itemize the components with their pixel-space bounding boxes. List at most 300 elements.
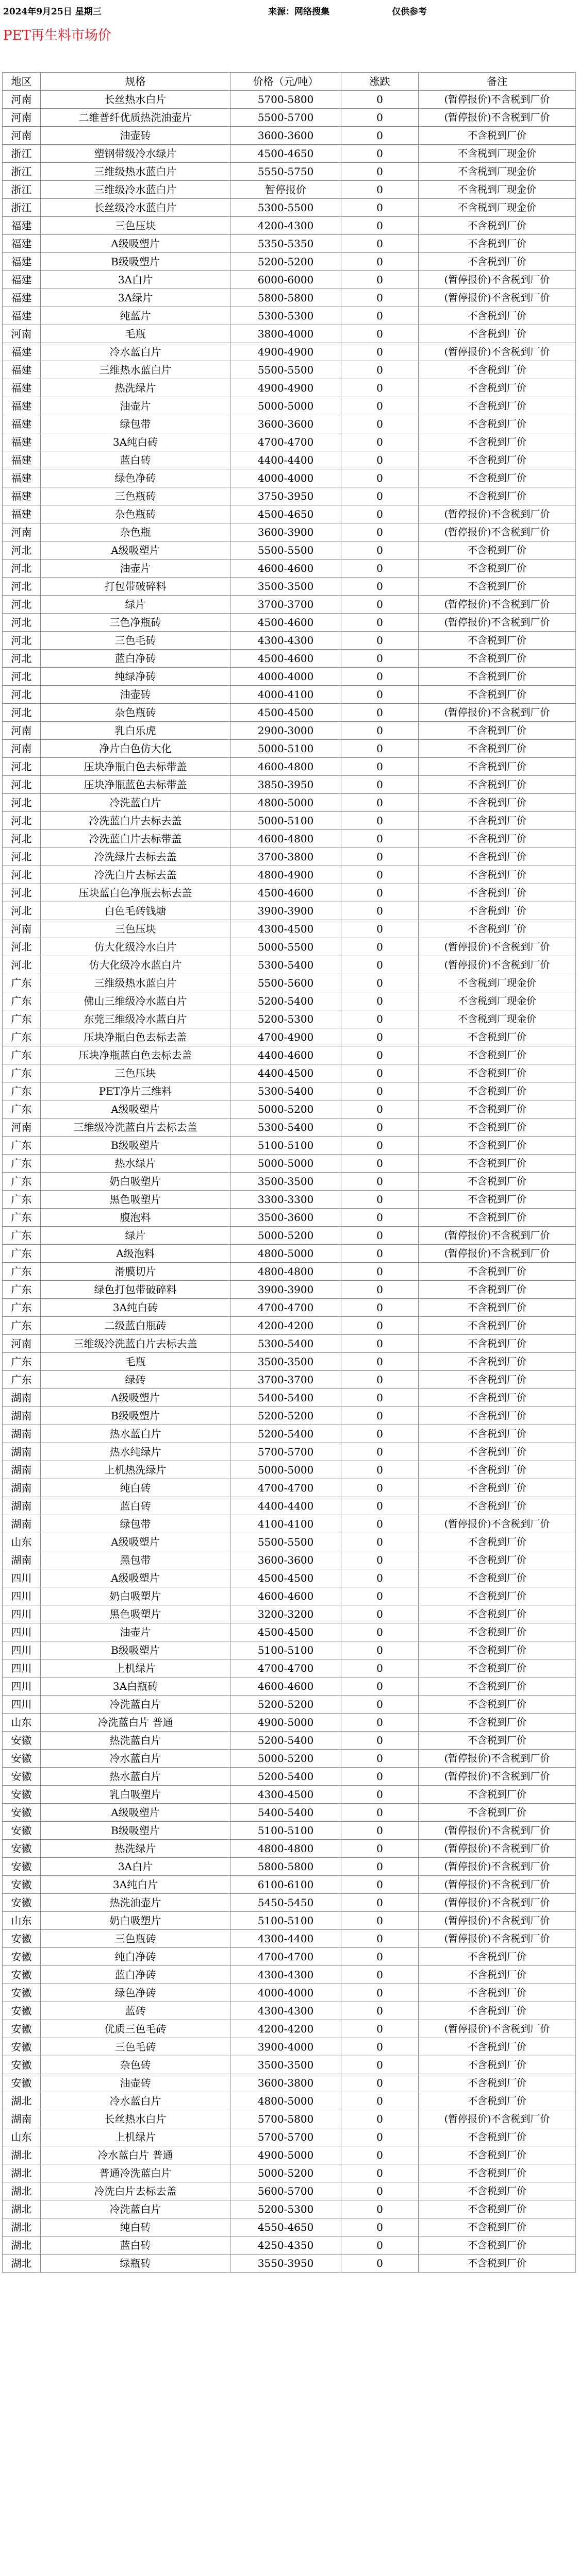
cell-spec: 打包带破碎料 [41, 578, 230, 596]
cell-change: 0 [341, 632, 419, 650]
cell-price: 3600-3900 [230, 523, 341, 541]
cell-region: 福建 [3, 289, 41, 307]
cell-note: 不含税到厂价 [419, 2236, 576, 2255]
page-title: PET再生料市场价 [3, 28, 111, 43]
cell-spec: B级吸塑片 [41, 1407, 230, 1425]
cell-change: 0 [341, 1533, 419, 1551]
cell-note: 不含税到厂价 [419, 1353, 576, 1371]
cell-price: 5300-5400 [230, 956, 341, 974]
cell-region: 四川 [3, 1605, 41, 1623]
cell-region: 福建 [3, 451, 41, 469]
cell-spec: A级吸塑片 [41, 1804, 230, 1822]
cell-region: 湖南 [3, 1497, 41, 1515]
cell-note: 不含税到厂价 [419, 2074, 576, 2092]
cell-region: 湖南 [3, 1515, 41, 1533]
cell-price: 5200-5400 [230, 992, 341, 1010]
cell-region: 安徽 [3, 1732, 41, 1750]
cell-note: (暂停报价)不含税到厂价 [419, 1515, 576, 1533]
cell-spec: 杂色砖 [41, 2056, 230, 2074]
cell-price: 5000-5100 [230, 740, 341, 758]
cell-region: 安徽 [3, 2020, 41, 2038]
cell-spec: 压块净瓶白色去标带盖 [41, 758, 230, 776]
cell-change: 0 [341, 397, 419, 415]
header-date: 2024年9月25日 星期三 [3, 7, 102, 17]
table-row [3, 343, 576, 361]
table-row [3, 127, 576, 145]
cell-spec: 黑色吸塑片 [41, 1605, 230, 1623]
cell-spec: 纯白净砖 [41, 1948, 230, 1966]
cell-region: 广东 [3, 1137, 41, 1155]
cell-region: 福建 [3, 433, 41, 451]
cell-region: 河南 [3, 740, 41, 758]
table-row [3, 956, 576, 974]
cell-change: 0 [341, 866, 419, 884]
cell-region: 广东 [3, 1010, 41, 1028]
cell-spec: 冷洗蓝白片 普通 [41, 1714, 230, 1732]
cell-price: 4600-4600 [230, 560, 341, 578]
cell-spec: 普通冷洗蓝白片 [41, 2164, 230, 2182]
cell-spec: A级吸塑片 [41, 235, 230, 253]
cell-spec: 热洗油壶片 [41, 1894, 230, 1912]
cell-note: 不含税到厂价 [419, 632, 576, 650]
table-row [3, 1605, 576, 1623]
cell-change: 0 [341, 2255, 419, 2273]
cell-spec: 仿大化级冷水白片 [41, 938, 230, 956]
cell-spec: 乳白吸塑片 [41, 1786, 230, 1804]
table-row [3, 253, 576, 271]
table-row [3, 91, 576, 109]
cell-change: 0 [341, 1569, 419, 1587]
cell-price: 3700-3700 [230, 596, 341, 614]
cell-region: 浙江 [3, 181, 41, 199]
cell-region: 四川 [3, 1659, 41, 1677]
cell-region: 湖北 [3, 2146, 41, 2164]
cell-spec: 长丝热水白片 [41, 2110, 230, 2128]
cell-change: 0 [341, 2002, 419, 2020]
cell-note: 不含税到厂价 [419, 1587, 576, 1605]
cell-change: 0 [341, 1479, 419, 1497]
cell-price: 3900-3900 [230, 902, 341, 920]
cell-region: 湖北 [3, 2236, 41, 2255]
cell-price: 2900-3000 [230, 722, 341, 740]
table-row [3, 1371, 576, 1389]
cell-price: 5100-5100 [230, 1137, 341, 1155]
cell-change: 0 [341, 1804, 419, 1822]
cell-note: 不含税到厂价 [419, 884, 576, 902]
cell-note: (暂停报价)不含税到厂价 [419, 523, 576, 541]
cell-region: 福建 [3, 487, 41, 505]
cell-note: 不含税到厂价 [419, 668, 576, 686]
cell-price: 5000-5200 [230, 2164, 341, 2182]
cell-spec: 杂色瓶砖 [41, 704, 230, 722]
cell-change: 0 [341, 253, 419, 271]
cell-price: 5800-5800 [230, 289, 341, 307]
cell-change: 0 [341, 2236, 419, 2255]
cell-spec: 二级蓝白瓶砖 [41, 1317, 230, 1335]
cell-note: 不含税到厂价 [419, 2255, 576, 2273]
cell-region: 湖南 [3, 1425, 41, 1443]
cell-spec: 冷洗蓝白片 [41, 794, 230, 812]
table-row [3, 1118, 576, 1137]
cell-region: 广东 [3, 1227, 41, 1245]
cell-change: 0 [341, 956, 419, 974]
cell-region: 湖北 [3, 2092, 41, 2110]
cell-change: 0 [341, 1227, 419, 1245]
cell-region: 河北 [3, 686, 41, 704]
cell-price: 3900-4000 [230, 2038, 341, 2056]
cell-price: 4700-4900 [230, 1028, 341, 1046]
table-row [3, 2200, 576, 2218]
cell-note: 不含税到厂现金价 [419, 163, 576, 181]
cell-spec: 绿色净砖 [41, 469, 230, 487]
cell-spec: 冷洗蓝白片 [41, 2200, 230, 2218]
cell-spec: 二维普纤优质热洗油壶片 [41, 109, 230, 127]
cell-spec: 热洗蓝白片 [41, 1732, 230, 1750]
cell-change: 0 [341, 2128, 419, 2146]
cell-change: 0 [341, 1605, 419, 1623]
cell-price: 3900-3900 [230, 1281, 341, 1299]
cell-note: 不含税到厂价 [419, 1389, 576, 1407]
table-row [3, 722, 576, 740]
table-row [3, 776, 576, 794]
cell-change: 0 [341, 1551, 419, 1569]
cell-price: 4800-5000 [230, 1245, 341, 1263]
cell-change: 0 [341, 289, 419, 307]
cell-price: 5300-5500 [230, 199, 341, 217]
cell-note: (暂停报价)不含税到厂价 [419, 1876, 576, 1894]
cell-change: 0 [341, 1677, 419, 1696]
cell-price: 5200-5200 [230, 1407, 341, 1425]
table-row [3, 2255, 576, 2273]
cell-region: 河南 [3, 1118, 41, 1137]
cell-region: 河南 [3, 1335, 41, 1353]
cell-note: 不含税到厂价 [419, 1137, 576, 1155]
cell-price: 4700-4700 [230, 1299, 341, 1317]
cell-change: 0 [341, 1425, 419, 1443]
table-row [3, 1948, 576, 1966]
table-row [3, 884, 576, 902]
cell-note: 不含税到厂价 [419, 1028, 576, 1046]
cell-spec: 三色瓶砖 [41, 1930, 230, 1948]
cell-note: 不含税到厂价 [419, 1100, 576, 1118]
table-row [3, 740, 576, 758]
cell-change: 0 [341, 145, 419, 163]
cell-spec: 热水纯绿片 [41, 1443, 230, 1461]
cell-change: 0 [341, 1623, 419, 1641]
cell-spec: 三色压块 [41, 1064, 230, 1082]
cell-change: 0 [341, 1389, 419, 1407]
cell-change: 0 [341, 938, 419, 956]
cell-region: 河北 [3, 758, 41, 776]
table-row [3, 1010, 576, 1028]
cell-price: 4800-4800 [230, 1263, 341, 1281]
table-row [3, 1064, 576, 1082]
cell-change: 0 [341, 1317, 419, 1335]
cell-price: 4400-4600 [230, 1046, 341, 1064]
cell-note: 不含税到厂价 [419, 1118, 576, 1137]
cell-region: 四川 [3, 1641, 41, 1659]
cell-price: 5700-5800 [230, 91, 341, 109]
cell-spec: 三色净瓶砖 [41, 614, 230, 632]
table-row [3, 1876, 576, 1894]
table-row [3, 1443, 576, 1461]
cell-region: 湖南 [3, 1389, 41, 1407]
cell-note: 不含税到厂价 [419, 1948, 576, 1966]
cell-change: 0 [341, 704, 419, 722]
table-row [3, 2110, 576, 2128]
cell-region: 安徽 [3, 1822, 41, 1840]
cell-change: 0 [341, 992, 419, 1010]
table-header-row [3, 73, 576, 91]
cell-note: (暂停报价)不含税到厂价 [419, 1858, 576, 1876]
cell-price: 5300-5400 [230, 1082, 341, 1100]
cell-note: 不含税到厂现金价 [419, 199, 576, 217]
cell-note: 不含税到厂价 [419, 1425, 576, 1443]
cell-change: 0 [341, 740, 419, 758]
cell-price: 5800-5800 [230, 1858, 341, 1876]
cell-region: 浙江 [3, 199, 41, 217]
cell-price: 3700-3700 [230, 1371, 341, 1389]
table-row [3, 596, 576, 614]
table-row [3, 1299, 576, 1317]
page-header [0, 0, 578, 21]
cell-change: 0 [341, 1750, 419, 1768]
cell-region: 湖北 [3, 2182, 41, 2200]
cell-change: 0 [341, 722, 419, 740]
cell-region: 广东 [3, 1245, 41, 1263]
cell-price: 6000-6000 [230, 271, 341, 289]
cell-note: 不含税到厂价 [419, 2182, 576, 2200]
cell-spec: 三色毛砖 [41, 632, 230, 650]
cell-spec: 三维级冷洗蓝白片去标去盖 [41, 1335, 230, 1353]
cell-price: 3600-3600 [230, 415, 341, 433]
cell-region: 广东 [3, 1299, 41, 1317]
cell-note: 不含税到厂价 [419, 1966, 576, 1984]
cell-note: 不含税到厂价 [419, 1659, 576, 1677]
table-row [3, 1353, 576, 1371]
cell-note: 不含税到厂价 [419, 848, 576, 866]
cell-note: 不含税到厂价 [419, 253, 576, 271]
cell-note: (暂停报价)不含税到厂价 [419, 614, 576, 632]
table-row [3, 902, 576, 920]
cell-note: 不含税到厂现金价 [419, 181, 576, 199]
table-row [3, 1732, 576, 1750]
cell-change: 0 [341, 163, 419, 181]
table-row [3, 163, 576, 181]
column-header-region: 地区 [3, 73, 41, 91]
cell-region: 安徽 [3, 1786, 41, 1804]
cell-price: 4400-4400 [230, 451, 341, 469]
cell-region: 安徽 [3, 1750, 41, 1768]
cell-price: 5000-5100 [230, 812, 341, 830]
cell-change: 0 [341, 2146, 419, 2164]
cell-spec: 压块净瓶蓝色去标带盖 [41, 776, 230, 794]
cell-spec: 绿片 [41, 596, 230, 614]
table-row [3, 217, 576, 235]
table-row [3, 650, 576, 668]
cell-note: 不含税到厂价 [419, 1317, 576, 1335]
cell-spec: 冷洗蓝白片 [41, 1696, 230, 1714]
cell-change: 0 [341, 1966, 419, 1984]
cell-region: 河南 [3, 109, 41, 127]
cell-note: 不含税到厂价 [419, 307, 576, 325]
cell-spec: 纯蓝片 [41, 307, 230, 325]
table-row [3, 307, 576, 325]
cell-note: 不含税到厂价 [419, 794, 576, 812]
table-row [3, 1515, 576, 1533]
cell-change: 0 [341, 1822, 419, 1840]
cell-region: 福建 [3, 469, 41, 487]
cell-spec: 净片白色仿大化 [41, 740, 230, 758]
cell-note: 不含税到厂价 [419, 740, 576, 758]
cell-change: 0 [341, 127, 419, 145]
cell-spec: 奶白吸塑片 [41, 1173, 230, 1191]
cell-price: 4800-4900 [230, 866, 341, 884]
cell-spec: 杂色瓶 [41, 523, 230, 541]
cell-price: 5300-5400 [230, 1118, 341, 1137]
cell-note: 不含税到厂价 [419, 1299, 576, 1317]
cell-spec: 长丝热水白片 [41, 91, 230, 109]
cell-spec: 奶白吸塑片 [41, 1912, 230, 1930]
cell-price: 5400-5400 [230, 1389, 341, 1407]
cell-change: 0 [341, 1010, 419, 1028]
table-row [3, 1840, 576, 1858]
cell-price: 4600-4800 [230, 830, 341, 848]
cell-price: 4500-4650 [230, 505, 341, 523]
cell-price: 5100-5100 [230, 1822, 341, 1840]
cell-note: 不含税到厂价 [419, 2038, 576, 2056]
cell-note: (暂停报价)不含税到厂价 [419, 1840, 576, 1858]
table-row [3, 1028, 576, 1046]
cell-note: 不含税到厂价 [419, 2056, 576, 2074]
table-row [3, 920, 576, 938]
cell-region: 湖南 [3, 2110, 41, 2128]
cell-price: 5500-5600 [230, 974, 341, 992]
cell-price: 4000-4100 [230, 686, 341, 704]
cell-note: 不含税到厂价 [419, 487, 576, 505]
cell-note: 不含税到厂价 [419, 1191, 576, 1209]
cell-region: 广东 [3, 1100, 41, 1118]
cell-spec: 绿瓶砖 [41, 2255, 230, 2273]
table-row [3, 1533, 576, 1551]
cell-price: 3200-3200 [230, 1605, 341, 1623]
cell-change: 0 [341, 596, 419, 614]
cell-price: 5300-5400 [230, 1335, 341, 1353]
cell-change: 0 [341, 1696, 419, 1714]
table-row [3, 686, 576, 704]
cell-note: 不含税到厂价 [419, 2200, 576, 2218]
cell-spec: A级吸塑片 [41, 1533, 230, 1551]
cell-price: 4500-4500 [230, 1623, 341, 1641]
table-row [3, 289, 576, 307]
cell-spec: 毛瓶 [41, 325, 230, 343]
cell-spec: 优质三色毛砖 [41, 2020, 230, 2038]
cell-note: 不含税到厂价 [419, 2092, 576, 2110]
cell-region: 安徽 [3, 2002, 41, 2020]
table-row [3, 325, 576, 343]
table-row [3, 758, 576, 776]
cell-price: 4900-4900 [230, 343, 341, 361]
cell-spec: 3A纯白砖 [41, 1299, 230, 1317]
cell-region: 广东 [3, 1155, 41, 1173]
cell-region: 福建 [3, 217, 41, 235]
cell-price: 4250-4350 [230, 2236, 341, 2255]
cell-spec: 热洗绿片 [41, 1840, 230, 1858]
cell-region: 安徽 [3, 1984, 41, 2002]
table-row [3, 1714, 576, 1732]
cell-region: 福建 [3, 415, 41, 433]
table-row [3, 1623, 576, 1641]
cell-spec: 蓝白砖 [41, 1497, 230, 1515]
cell-region: 河北 [3, 902, 41, 920]
cell-spec: 冷洗蓝白片去标去盖 [41, 812, 230, 830]
cell-spec: 油壶片 [41, 560, 230, 578]
cell-change: 0 [341, 541, 419, 560]
cell-spec: 压块净瓶白色去标去盖 [41, 1028, 230, 1046]
cell-region: 河北 [3, 884, 41, 902]
cell-price: 3300-3300 [230, 1191, 341, 1209]
cell-price: 3600-3600 [230, 1551, 341, 1569]
cell-change: 0 [341, 794, 419, 812]
cell-spec: 蓝白净砖 [41, 650, 230, 668]
table-row [3, 1804, 576, 1822]
cell-price: 5550-5750 [230, 163, 341, 181]
cell-change: 0 [341, 1028, 419, 1046]
cell-price: 4300-4400 [230, 1930, 341, 1948]
cell-change: 0 [341, 2056, 419, 2074]
cell-note: 不含税到厂价 [419, 902, 576, 920]
table-row [3, 1335, 576, 1353]
cell-spec: 蓝砖 [41, 2002, 230, 2020]
cell-region: 河北 [3, 650, 41, 668]
column-header-note: 备注 [419, 73, 576, 91]
cell-price: 5000-5200 [230, 1227, 341, 1245]
cell-note: 不含税到厂价 [419, 451, 576, 469]
cell-note: 不含税到厂价 [419, 2002, 576, 2020]
cell-spec: 3A白片 [41, 271, 230, 289]
cell-price: 4800-5000 [230, 2092, 341, 2110]
cell-price: 5000-5000 [230, 1155, 341, 1173]
cell-change: 0 [341, 1100, 419, 1118]
table-row [3, 379, 576, 397]
cell-spec: 上机绿片 [41, 1659, 230, 1677]
header-source: 来源：网络搜集 [268, 7, 329, 17]
table-row [3, 1100, 576, 1118]
cell-note: (暂停报价)不含税到厂价 [419, 271, 576, 289]
cell-region: 安徽 [3, 1768, 41, 1786]
cell-spec: 奶白吸塑片 [41, 1587, 230, 1605]
cell-note: 不含税到厂价 [419, 2218, 576, 2236]
cell-note: 不含税到厂价 [419, 1209, 576, 1227]
cell-price: 3600-3800 [230, 2074, 341, 2092]
cell-change: 0 [341, 1894, 419, 1912]
cell-region: 安徽 [3, 1804, 41, 1822]
cell-note: (暂停报价)不含税到厂价 [419, 91, 576, 109]
table-row [3, 2056, 576, 2074]
cell-spec: A级吸塑片 [41, 1100, 230, 1118]
cell-note: (暂停报价)不含税到厂价 [419, 1912, 576, 1930]
cell-spec: PET净片三维料 [41, 1082, 230, 1100]
table-row [3, 704, 576, 722]
table-row [3, 1263, 576, 1281]
cell-price: 4500-4600 [230, 614, 341, 632]
cell-price: 4000-4000 [230, 668, 341, 686]
table-row [3, 1659, 576, 1677]
cell-note: 不含税到厂价 [419, 1443, 576, 1461]
cell-spec: 纯白砖 [41, 2218, 230, 2236]
cell-change: 0 [341, 469, 419, 487]
cell-change: 0 [341, 686, 419, 704]
